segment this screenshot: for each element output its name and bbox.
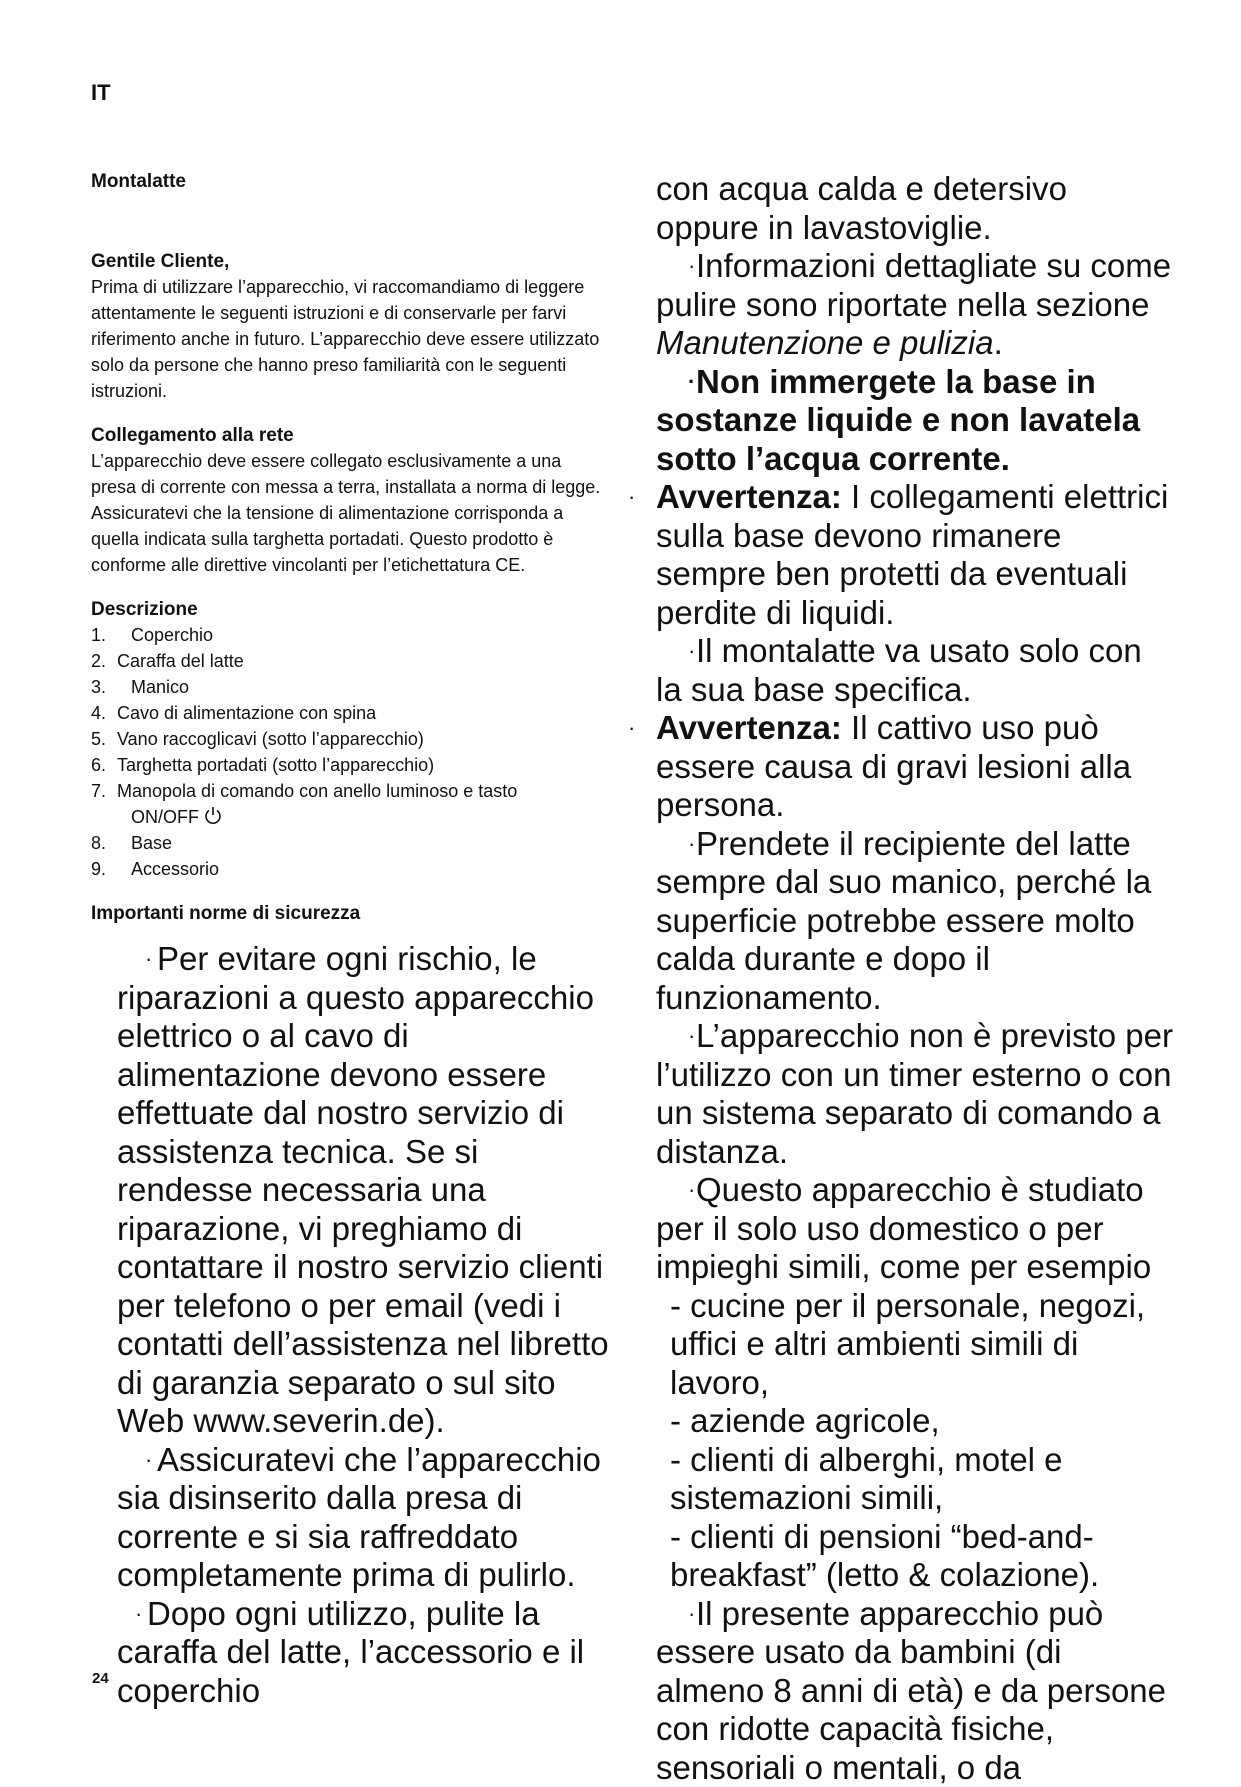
safety-item-clean: · Dopo ogni utilizzo, pulite la caraffa del latte, l’accessorio e il coperchio: [117, 1595, 611, 1711]
safety-item-no-immerse: · Non immergete la base in sostanze liquide e non lavatela sotto l’acqua corrente.: [656, 363, 1176, 479]
description-heading: Descrizione: [91, 598, 611, 622]
right-column: [656, 170, 1176, 1787]
bullet-icon: ·: [648, 825, 695, 864]
bullet-icon: ·: [648, 363, 695, 402]
bullet-icon: ·: [105, 1441, 152, 1480]
safety-warning-misuse: · Avvertenza: Il cattivo uso può essere causa di gravi lesioni alla persona.: [656, 709, 1176, 825]
bullet-icon: ·: [628, 478, 635, 517]
safety-continuation: con acqua calda e detersivo oppure in lavastoviglie.: [656, 170, 1176, 247]
list-item: 8. Base: [91, 830, 611, 856]
page-number: 24: [92, 1670, 109, 1687]
parts-list: [91, 622, 611, 882]
connection-heading: Collegamento alla rete: [91, 424, 611, 448]
safety-item-base-only: · Il montalatte va usato solo con la sua base specifica.: [656, 632, 1176, 709]
power-icon: [203, 805, 223, 825]
list-item: 9. Accessorio: [91, 856, 611, 882]
connection-text: L’apparecchio deve essere collegato esclusivamente a una presa di corrente con messa a terra, installata a norma di legge. Assicuratevi che la tensione di alimentazione corrisponda a quella indicata sulla targhetta portadati. Questo prodotto è conforme alle direttive vincolanti per l’etichettatura CE.: [91, 448, 611, 578]
intro-salutation: Gentile Cliente,: [91, 250, 611, 274]
list-item: 1. Coperchio: [91, 622, 611, 648]
list-item: 2. Caraffa del latte: [91, 648, 611, 674]
language-code: IT: [91, 80, 111, 106]
list-item: - cucine per il personale, negozi, uffici e altri ambienti simili di lavoro,: [670, 1287, 1176, 1403]
safety-item-children: · Il presente apparecchio può essere usato da bambini (di almeno 8 anni di età) e da persone con ridotte capacità fisiche, sensoriali o mentali, o da: [656, 1595, 1176, 1787]
bullet-icon: ·: [628, 709, 635, 748]
safety-item-repairs: · Per evitare ogni rischio, le riparazioni a questo apparecchio elettrico o al cavo di alimentazione devono essere effettuate dal nostro servizio di assistenza tecnica. Se si rendesse necessaria una riparazione, vi preghiamo di contattare il nostro servizio clienti per telefono o per email (vedi i contatti dell’assistenza nel libretto di garanzia separato o sul sito Web www.severin.de).: [117, 940, 611, 1441]
safety-item-timer: · L’apparecchio non è previsto per l’utilizzo con un timer esterno o con un sistema separato di comando a distanza.: [656, 1017, 1176, 1171]
safety-warning-electric: · Avvertenza: I collegamenti elettrici sulla base devono rimanere sempre ben protetti da eventuali perdite di liquidi.: [656, 478, 1176, 632]
list-item: - aziende agricole,: [670, 1402, 1176, 1441]
intro-text: Prima di utilizzare l’apparecchio, vi raccomandiamo di leggere attentamente le seguenti istruzioni e di conservarle per farvi riferimento anche in futuro. L’apparecchio deve essere utilizzato solo da persone che hanno preso familiarità con le seguenti istruzioni.: [91, 274, 611, 404]
bullet-icon: ·: [105, 1595, 142, 1634]
list-item: 7. Manopola di comando con anello luminoso e tasto ON/OFF: [91, 778, 611, 830]
left-column: [91, 170, 611, 1710]
safety-heading: Importanti norme di sicurezza: [91, 902, 611, 926]
bullet-icon: ·: [648, 1595, 695, 1634]
safety-item-domestic: · Questo apparecchio è studiato per il solo uso domestico o per impieghi simili, come per esempio: [656, 1171, 1176, 1287]
bullet-icon: ·: [105, 940, 152, 979]
bullet-icon: ·: [648, 1017, 695, 1056]
list-item: - clienti di alberghi, motel e sistemazioni simili,: [670, 1441, 1176, 1518]
safety-item-cleaning-info: · Informazioni dettagliate su come pulire sono riportate nella sezione Manutenzione e pulizia.: [656, 247, 1176, 363]
domestic-use-list: [656, 1287, 1176, 1595]
safety-item-handle: · Prendete il recipiente del latte sempre dal suo manico, perché la superficie potrebbe essere molto calda durante e dopo il funzionamento.: [656, 825, 1176, 1018]
bullet-icon: ·: [648, 1171, 695, 1210]
list-item: 3. Manico: [91, 674, 611, 700]
list-item: 5. Vano raccoglicavi (sotto l’apparecchio): [91, 726, 611, 752]
list-item: 6. Targhetta portadati (sotto l’apparecchio): [91, 752, 611, 778]
page-title: Montalatte: [91, 170, 611, 194]
safety-item-unplug: · Assicuratevi che l’apparecchio sia disinserito dalla presa di corrente e si sia raffreddato completamente prima di pulirlo.: [117, 1441, 611, 1595]
list-item: 4. Cavo di alimentazione con spina: [91, 700, 611, 726]
bullet-icon: ·: [648, 632, 695, 671]
bullet-icon: ·: [648, 247, 695, 286]
safety-list-left: [91, 940, 611, 1710]
list-item: - clienti di pensioni “bed-and-breakfast” (letto & colazione).: [670, 1518, 1176, 1595]
